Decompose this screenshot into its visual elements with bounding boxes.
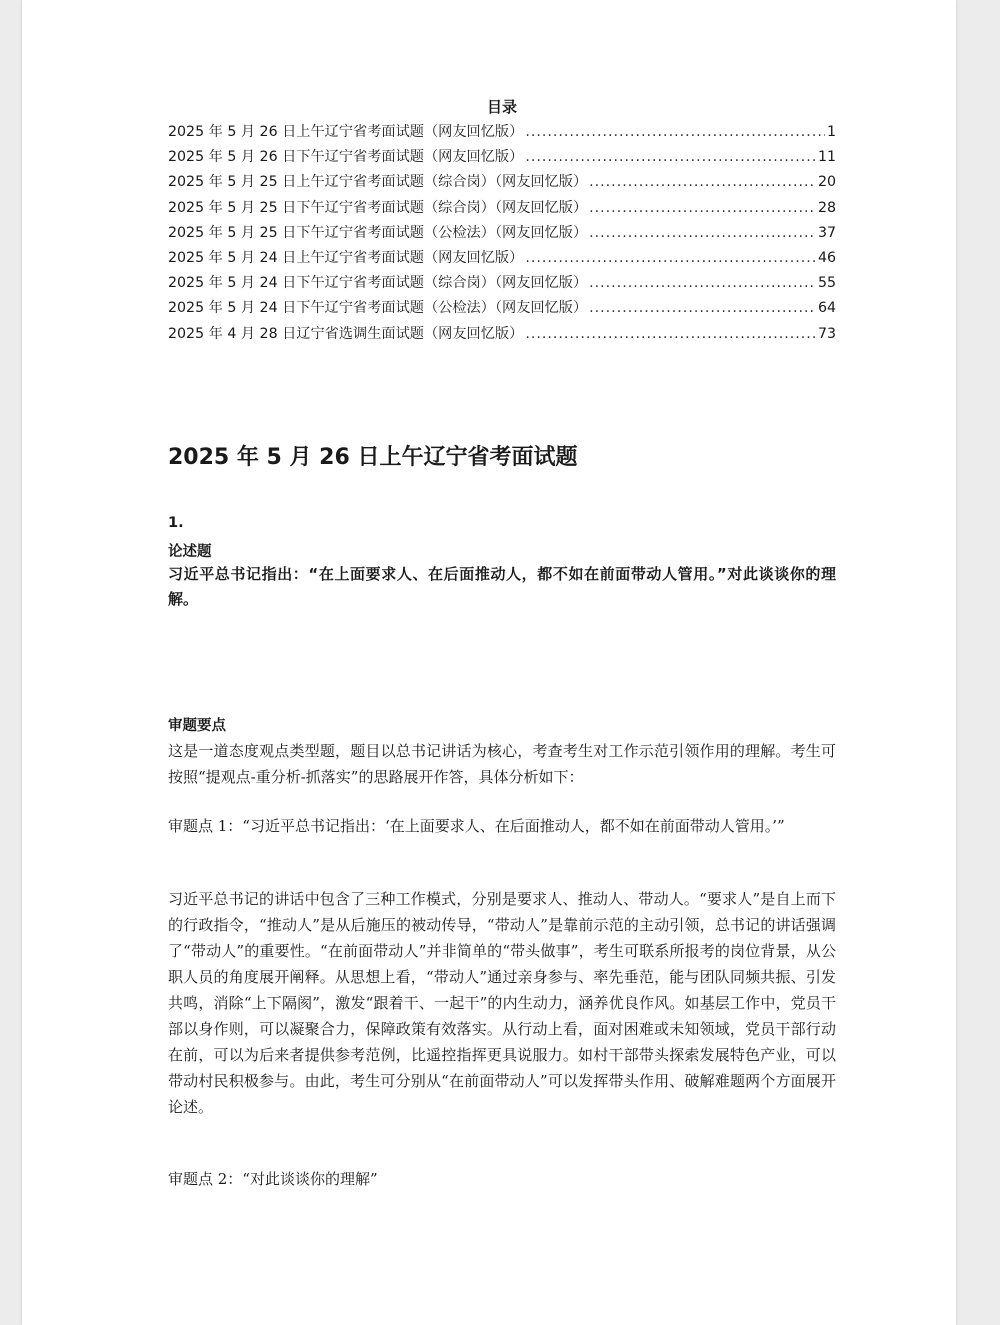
toc-title: 目录 [486,98,517,116]
toc-item-text: 2025 年 5 月 26 日下午辽宁省考面试题（网友回忆版） [168,149,524,166]
toc-item-text: 2025 年 4 月 28 日辽宁省选调生面试题（网友回忆版） [168,325,524,342]
toc-item-page: 20 [817,174,836,191]
table-of-contents [168,121,836,348]
toc-leader-dots [589,225,816,241]
toc-item[interactable] [168,222,836,247]
toc-item-page: 1 [826,124,836,140]
toc-item-text: 2025 年 5 月 25 日上午辽宁省考面试题（综合岗）（网友回忆版） [168,174,588,191]
toc-item[interactable] [168,297,836,322]
toc-leader-dots [589,300,816,316]
toc-leader-dots [525,124,825,140]
toc-item[interactable] [168,197,836,222]
toc-item[interactable] [168,121,836,146]
toc-item-page: 64 [817,300,836,317]
question-text: 习近平总书记指出：“在上面要求人、在后面推动人，都不如在前面带动人管用。”对此谈谈你的理解。 [168,565,836,608]
toc-item-text: 2025 年 5 月 24 日上午辽宁省考面试题（网友回忆版） [168,249,524,266]
analysis-point-1-body: 习近平总书记的讲话中包含了三种工作模式，分别是要求人、推动人、带动人。“要求人”是自上而下的行政指令，“推动人”是从后施压的被动传导，“带动人”是靠前示范的主动引领，总书记的讲话强调了“带动人”的重要性。“在前面带动人”并非简单的“带头做事”，考生可联系所报考的岗位背景，从公职人员的角度展开阐释。从思想上看，“带动人”通过亲身参与、率先垂范，能与团队同频共振、引发共鸣，消除“上下隔阂”，激发“跟着干、一起干”的内生动力，涵养优良作风。如基层工作中，党员干部以身作则，可以凝聚合力，保障政策有效落实。从行动上看，面对困难或未知领域，党员干部行动在前，可以为后来者提供参考范例，比遥控指挥更具说服力。如村干部带头探索发展特色产业，可以带动村民积极参与。由此，考生可分别从“在前面带动人”可以发挥带头作用、破解难题两个方面展开论述。 [168,890,836,1116]
toc-item-page: 37 [817,224,836,241]
toc-leader-dots [525,250,816,266]
toc-leader-dots [589,275,816,291]
toc-item-page: 73 [817,325,836,342]
toc-item-text: 2025 年 5 月 26 日上午辽宁省考面试题（网友回忆版） [168,124,524,140]
toc-item-text: 2025 年 5 月 24 日下午辽宁省考面试题（公检法）（网友回忆版） [168,300,588,317]
toc-item-page: 46 [817,249,836,266]
analysis-label: 审题要点 [168,718,226,734]
toc-item[interactable] [168,323,836,348]
toc-item-page: 55 [817,275,836,292]
toc-leader-dots [525,149,816,165]
section-heading: 2025 年 5 月 26 日上午辽宁省考面试题 [168,445,578,470]
toc-item-text: 2025 年 5 月 25 日下午辽宁省考面试题（综合岗）（网友回忆版） [168,199,588,216]
analysis-intro: 这是一道态度观点类型题，题目以总书记讲话为核心，考查考生对工作示范引领作用的理解。考生可按照“提观点-重分析-抓落实”的思路展开作答，具体分析如下： [168,742,836,786]
toc-item-page: 28 [817,199,836,216]
analysis-point-1: 审题点 1：“习近平总书记指出：‘在上面要求人、在后面推动人，都不如在前面带动人管用。’” [168,817,785,835]
question-number: 1. [168,515,184,531]
toc-item[interactable] [168,146,836,171]
toc-item[interactable] [168,272,836,297]
toc-item-text: 2025 年 5 月 25 日下午辽宁省考面试题（公检法）（网友回忆版） [168,224,588,241]
document-page [22,0,956,1325]
toc-leader-dots [589,174,816,190]
toc-item[interactable] [168,171,836,196]
toc-leader-dots [589,200,816,216]
toc-item-page: 11 [817,149,836,166]
question-type: 论述题 [168,544,212,560]
toc-item[interactable] [168,247,836,272]
toc-item-text: 2025 年 5 月 24 日下午辽宁省考面试题（综合岗）（网友回忆版） [168,275,588,292]
toc-leader-dots [525,326,816,342]
analysis-point-2: 审题点 2：“对此谈谈你的理解” [168,1170,378,1188]
